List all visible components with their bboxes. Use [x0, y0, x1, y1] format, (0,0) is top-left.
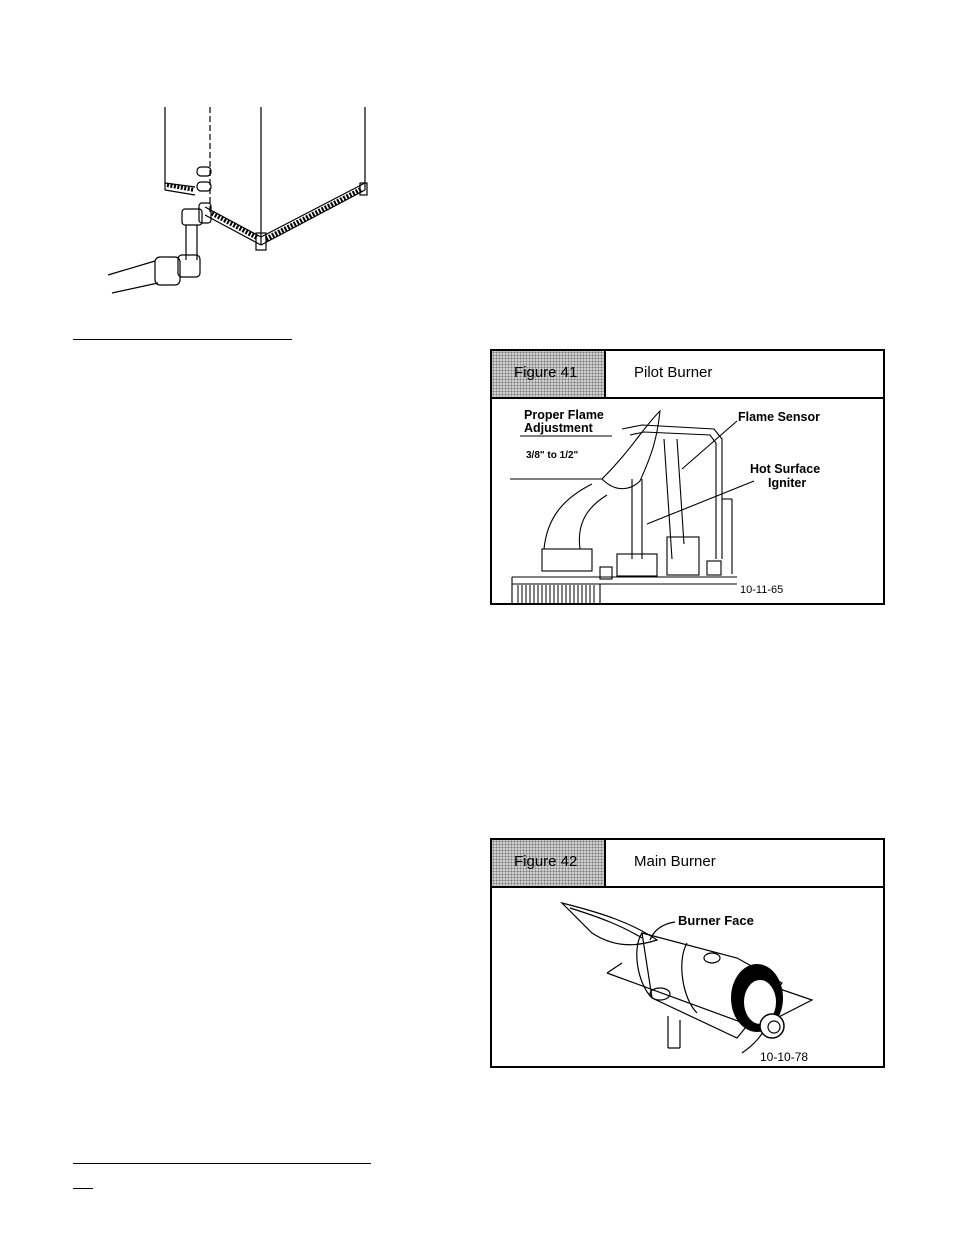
- figure-41-code: 10-11-65: [740, 584, 784, 596]
- label-igniter: Igniter: [768, 476, 807, 490]
- footnote-rule: [73, 1188, 93, 1189]
- figure-41-illustration: [492, 399, 883, 603]
- figure-41-title: Pilot Burner: [634, 364, 713, 381]
- figure-41-number: Figure 41: [514, 364, 578, 381]
- figure-42-illustration: [492, 888, 883, 1066]
- label-flame-sensor: Flame Sensor: [738, 410, 820, 424]
- label-burner-face: Burner Face: [678, 913, 754, 928]
- figure-42-code: 10-10-78: [760, 1050, 809, 1064]
- figure-42-number-cell: [492, 840, 606, 886]
- section-rule-top: [73, 339, 292, 340]
- section-rule-bottom: [73, 1163, 371, 1164]
- label-hot-surface: Hot Surface: [750, 462, 821, 476]
- figure-41-number-cell: [492, 351, 606, 397]
- figure-41-header: [492, 351, 883, 399]
- figure-42-box: [490, 838, 885, 1068]
- figure-42-header: [492, 840, 883, 888]
- figure-42-number: Figure 42: [514, 853, 578, 870]
- label-adjustment: Adjustment: [524, 421, 593, 435]
- figure-41-box: [490, 349, 885, 605]
- label-proper-flame: Proper Flame: [524, 408, 604, 422]
- figure-42-title: Main Burner: [634, 853, 716, 870]
- drain-piping-illustration: [100, 105, 370, 295]
- label-flame-range: 3/8" to 1/2": [526, 450, 579, 461]
